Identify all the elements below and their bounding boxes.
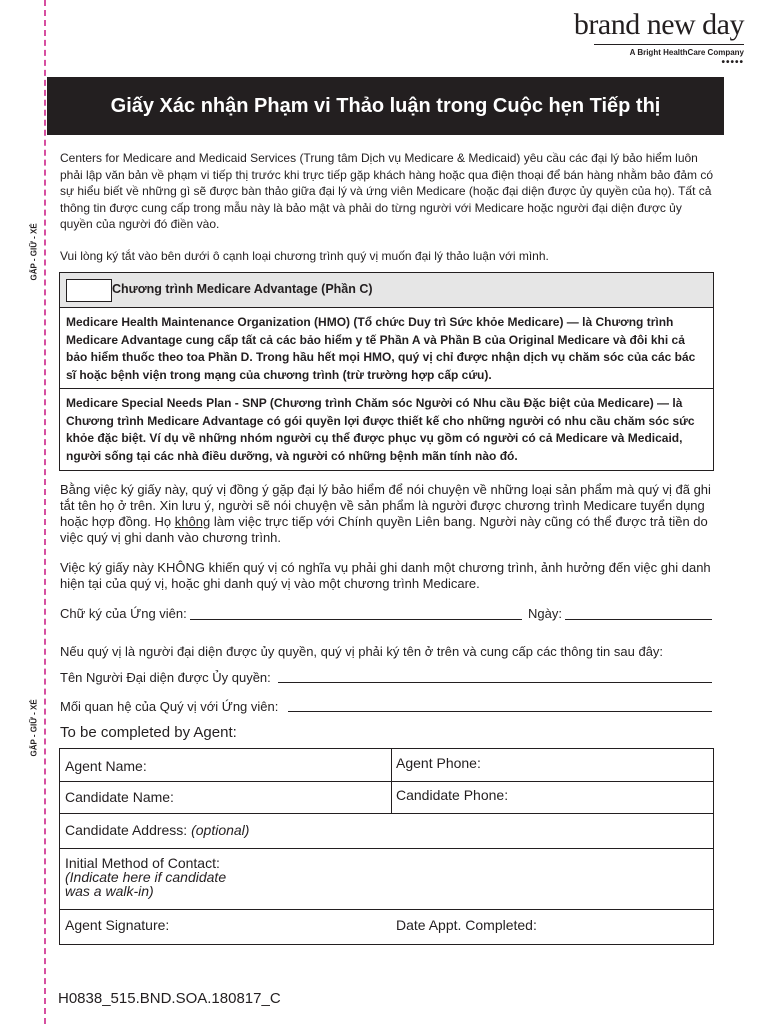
representative-note: Nếu quý vị là người đại diện được ủy quyền, quý vị phải ký tên ở trên và cung cấp các thông tin sau đây: (60, 644, 664, 659)
plan-selection-box (59, 272, 714, 471)
optional-note: (optional) (191, 822, 250, 838)
plan-item-snp: Medicare Special Needs Plan - SNP (Chương trình Chăm sóc Người có Nhu cầu Đặc biệt của Medicare) — là Chương trình Medicare Advantage có gói quyền lợi được thiết kế cho những người có nhu cầu chăm sóc sức khỏe đặc biệt. Ví dụ về những nhóm người cụ thể được phục vụ gồm có người có cả Medicare và Medicaid, người sống tại các nhà điều dưỡng, và người có những bệnh mãn tính nào đó. (66, 396, 695, 463)
candidate-phone-field[interactable]: Candidate Phone: (396, 787, 509, 803)
table-row-divider (60, 848, 713, 849)
plan-item-hmo: Medicare Health Maintenance Organization (HMO) (Tổ chức Duy trì Sức khỏe Medicare) — là Chương trình Medicare Advantage cung cấp tất cả các bảo hiểm y tế Phần A và Phần B của Original Medicare và đôi khi cả bảo hiểm thuốc theo toa Phần D. Trong hầu hết mọi HMO, quý vị chỉ được nhận dịch vụ chăm sóc của các bác sĩ hoặc bệnh viện trong mạng của chương trình (trừ trường hợp cấp cứu). (66, 315, 696, 382)
plan-initial-box[interactable] (66, 279, 112, 302)
contact-method-note-2: was a walk-in) (65, 883, 154, 899)
plan-header (60, 273, 713, 308)
brand-logo (574, 8, 744, 67)
agent-signature-field[interactable]: Agent Signature: (65, 917, 170, 933)
footer-code: H0838_515.BND.SOA.180817_C (58, 990, 281, 1007)
date-completed-field[interactable]: Date Appt. Completed: (396, 917, 537, 933)
candidate-signature-label: Chữ ký của Ứng viên: (60, 606, 187, 621)
logo-tagline: A Bright HealthCare Company (629, 48, 744, 57)
table-row-divider (60, 813, 713, 814)
date-label: Ngày: (528, 606, 562, 621)
logo-dots: ••••• (721, 57, 744, 68)
representative-name-line[interactable] (278, 682, 712, 683)
contact-method-field[interactable] (65, 856, 226, 898)
fold-line (44, 0, 46, 1024)
candidate-signature-line[interactable] (190, 619, 522, 620)
fold-label-bottom: GẤP - GIỮ - XÉ (29, 699, 39, 757)
agent-name-field[interactable]: Agent Name: (65, 758, 147, 774)
agreement-text-2: làm việc trực tiếp với Chính quyền Liên bang. Người này cũng có thể được trả tiền do việc quý vị ghi danh vào chương trình. (60, 514, 708, 545)
title-banner (47, 77, 724, 135)
plan-divider (60, 388, 713, 389)
agreement-text-1: Bằng việc ký giấy này, quý vị đồng ý gặp đại lý bảo hiểm để nói chuyện về những loại sản phẩm mà quý vị đã ghi tắt tên họ ở trên. Xin lưu ý, người sẽ nói chuyện về sản phẩm là người được chương trình Medicare tuyển dụng hoặc hợp đồng. Họ (60, 482, 711, 529)
agent-phone-field[interactable]: Agent Phone: (396, 755, 481, 771)
fold-label-top: GẤP - GIỮ - XÉ (29, 223, 39, 281)
agent-table (59, 748, 714, 945)
candidate-address-field[interactable] (65, 822, 249, 838)
representative-name-label: Tên Người Đại diện được Ủy quyền: (60, 670, 271, 685)
contact-method-note-1: (Indicate here if candidate (65, 869, 227, 885)
logo-name: brand new day (573, 8, 744, 41)
contact-method-label: Initial Method of Contact: (65, 855, 220, 871)
table-col-divider (391, 749, 392, 813)
relationship-line[interactable] (288, 711, 712, 712)
relationship-label: Mối quan hệ của Quý vị với Ứng viên: (60, 699, 279, 714)
agreement-paragraph (60, 482, 715, 546)
candidate-name-field[interactable]: Candidate Name: (65, 789, 174, 805)
agent-section-heading: To be completed by Agent: (60, 724, 237, 741)
table-row-divider (60, 781, 713, 782)
date-line[interactable] (565, 619, 712, 620)
plan-header-label: Chương trình Medicare Advantage (Phần C) (112, 282, 373, 296)
agreement-underlined: không (174, 514, 211, 529)
obligation-paragraph: Việc ký giấy này KHÔNG khiến quý vị có nghĩa vụ phải ghi danh một chương trình, ảnh hưởng đến việc ghi danh hiện tại của quý vị, hoặc ghi danh quý vị vào một chương trình Medicare. (60, 560, 711, 591)
table-row-divider (60, 909, 713, 910)
instruction-text: Vui lòng ký tắt vào bên dưới ô cạnh loại chương trình quý vị muốn đại lý thảo luận với mình. (60, 249, 549, 263)
page-title: Giấy Xác nhận Phạm vi Thảo luận trong Cuộc hẹn Tiếp thị (110, 94, 661, 117)
intro-paragraph: Centers for Medicare and Medicaid Services (Trung tâm Dịch vụ Medicare & Medicaid) yêu cầu các đại lý bảo hiểm luôn phải lập văn bản về phạm vi tiếp thị trước khi trực tiếp gặp khách hàng hoặc qua điện thoại để bán hàng nhằm bảo đảm có sự hiểu biết về những gì sẽ được bàn thảo giữa đại lý và ứng viên Medicare (hoặc đại diện được ủy quyền của họ). Tất cả thông tin được cung cấp trong mẫu này là bảo mật và phải do từng người với Medicare hoặc người đại diện được ủy quyền của người đó điền vào. (60, 151, 714, 231)
candidate-address-label: Candidate Address: (65, 822, 188, 838)
logo-rule (594, 44, 744, 45)
